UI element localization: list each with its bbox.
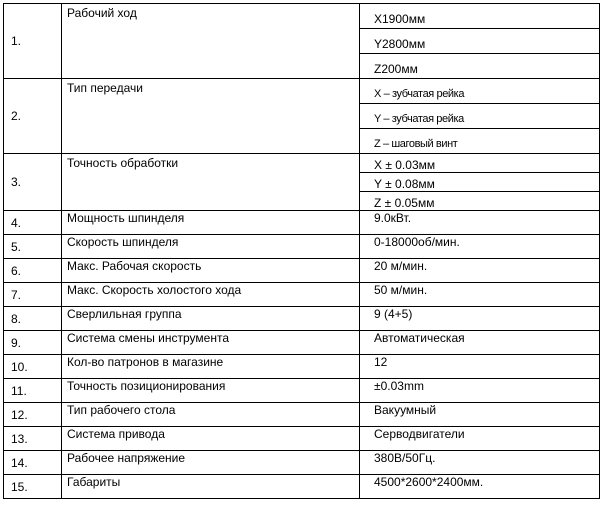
parameter-value: Z ± 0.05мм <box>374 196 435 210</box>
parameter-value: X1900мм <box>360 4 599 29</box>
parameter-name: Рабочий ход <box>62 4 360 79</box>
parameter-value: Вакуумный <box>360 403 600 427</box>
table-row <box>4 283 600 307</box>
parameter-name: Скорость шпинделя <box>62 235 360 259</box>
parameter-name: Мощность шпинделя <box>62 211 360 235</box>
row-number: 9. <box>4 331 62 355</box>
table-row <box>4 475 600 499</box>
row-number: 1. <box>4 4 62 79</box>
table-row <box>4 403 600 427</box>
parameter-value: Z – шаговый винт <box>374 138 458 150</box>
parameter-name: Макс. Рабочая скорость <box>62 259 360 283</box>
row-number: 3. <box>4 154 62 211</box>
parameter-name: Кол-во патронов в магазине <box>62 355 360 379</box>
parameter-name: Тип передачи <box>62 79 360 154</box>
parameter-value: X ± 0.03мм <box>360 154 599 173</box>
parameter-value: Y ± 0.08мм <box>360 173 599 192</box>
parameter-value: ±0.03mm <box>360 379 600 403</box>
table-row <box>4 154 600 211</box>
parameter-name: Точность обработки <box>62 154 360 211</box>
parameter-value: 0-18000об/мин. <box>360 235 600 259</box>
parameter-value: 20 м/мин. <box>360 259 600 283</box>
table-row <box>4 451 600 475</box>
parameter-values <box>360 79 600 154</box>
parameter-name: Система привода <box>62 427 360 451</box>
row-number: 13. <box>4 427 62 451</box>
row-number: 14. <box>4 451 62 475</box>
row-number: 5. <box>4 235 62 259</box>
table-row <box>4 307 600 331</box>
spec-table <box>3 3 600 499</box>
parameter-values <box>360 4 600 79</box>
row-number: 11. <box>4 379 62 403</box>
table-row <box>4 355 600 379</box>
row-number: 8. <box>4 307 62 331</box>
parameter-value: Y2800мм <box>360 29 599 54</box>
parameter-value: Автоматическая <box>360 331 600 355</box>
parameter-value: X – зубчатая рейка <box>360 79 599 104</box>
parameter-value: Серводвигатели <box>360 427 600 451</box>
row-number: 10. <box>4 355 62 379</box>
parameter-name: Габариты <box>62 475 360 499</box>
table-row <box>4 379 600 403</box>
parameter-value: 50 м/мин. <box>360 283 600 307</box>
parameter-name: Точность позиционирования <box>62 379 360 403</box>
parameter-value: 380В/50Гц. <box>360 451 600 475</box>
parameter-name: Рабочее напряжение <box>62 451 360 475</box>
parameter-value: 9.0кВт. <box>360 211 600 235</box>
parameter-value: 4500*2600*2400мм. <box>360 475 600 499</box>
table-row <box>4 331 600 355</box>
table-row <box>4 235 600 259</box>
parameter-name: Система смены инструмента <box>62 331 360 355</box>
row-number: 6. <box>4 259 62 283</box>
parameter-value: 9 (4+5) <box>360 307 600 331</box>
parameter-value: Y – зубчатая рейка <box>360 104 599 129</box>
parameter-name: Макс. Скорость холостого хода <box>62 283 360 307</box>
parameter-value: Z200мм <box>374 62 418 76</box>
table-row <box>4 259 600 283</box>
table-row <box>4 79 600 154</box>
parameter-values <box>360 154 600 211</box>
row-number: 2. <box>4 79 62 154</box>
parameter-value: 12 <box>360 355 600 379</box>
row-number: 4. <box>4 211 62 235</box>
table-row <box>4 427 600 451</box>
row-number: 12. <box>4 403 62 427</box>
parameter-name: Тип рабочего стола <box>62 403 360 427</box>
table-row <box>4 211 600 235</box>
row-number: 7. <box>4 283 62 307</box>
table-row <box>4 4 600 79</box>
row-number: 15. <box>4 475 62 499</box>
parameter-name: Сверлильная группа <box>62 307 360 331</box>
